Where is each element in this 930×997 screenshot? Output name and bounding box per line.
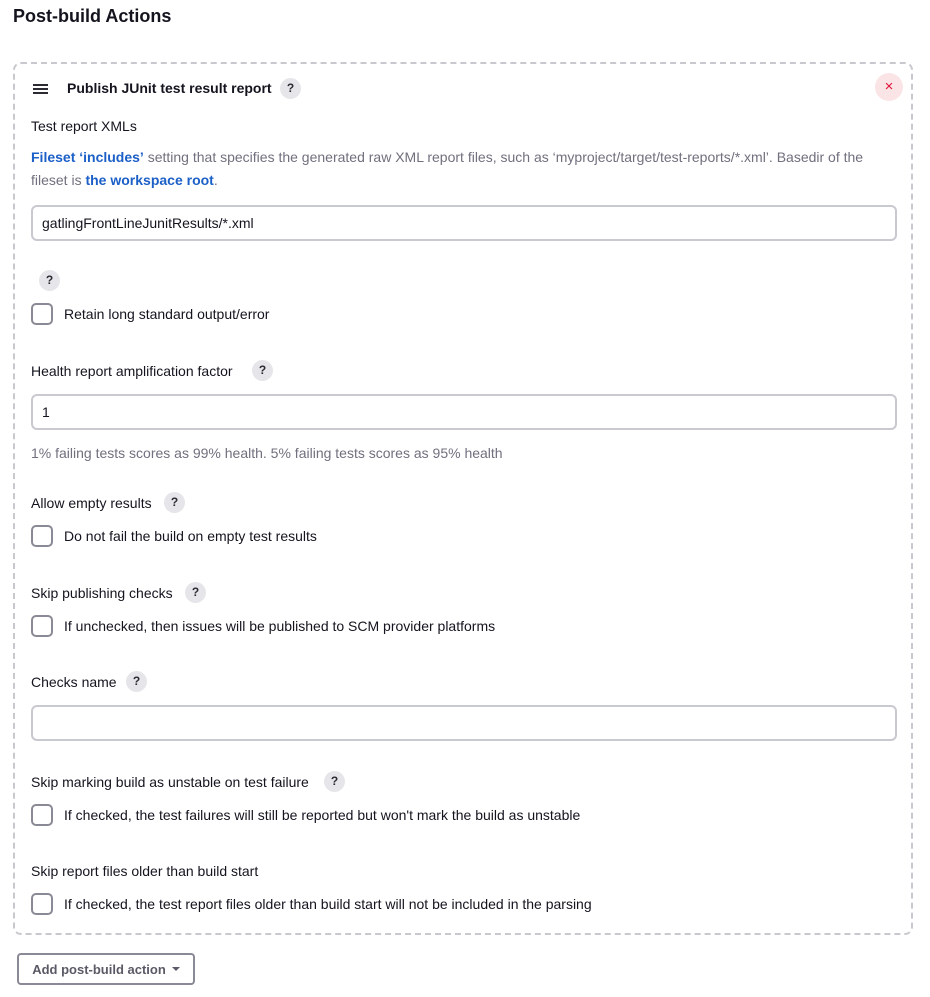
- skip-checks-label: Skip publishing checks: [31, 585, 173, 601]
- skip-unstable-checkbox[interactable]: [31, 804, 53, 826]
- help-icon[interactable]: ?: [280, 78, 301, 99]
- skip-old-files-checkbox[interactable]: [31, 893, 53, 915]
- help-icon[interactable]: ?: [164, 492, 185, 513]
- skip-old-files-label: Skip report files older than build start: [31, 863, 259, 879]
- description-text: setting that specifies the generated raw XML report files, such as ‘myproject/target/test-reports/*.xml’. Basedir of the fileset is: [31, 149, 864, 188]
- skip-old-files-checkbox-label: If checked, the test report files older than build start will not be included in the parsing: [64, 896, 592, 912]
- allow-empty-checkbox-label: Do not fail the build on empty test results: [64, 528, 317, 544]
- help-icon[interactable]: ?: [252, 360, 273, 381]
- health-factor-input[interactable]: [31, 394, 897, 430]
- junit-publisher-card: [13, 62, 913, 935]
- health-factor-label: Health report amplification factor: [31, 363, 233, 379]
- close-icon[interactable]: ×: [875, 73, 903, 101]
- workspace-root-link[interactable]: the workspace root: [85, 172, 214, 188]
- section-title: Post-build Actions: [13, 6, 172, 26]
- card-title: Publish JUnit test result report: [67, 80, 272, 96]
- skip-unstable-label: Skip marking build as unstable on test failure: [31, 774, 309, 790]
- health-factor-hint: 1% failing tests scores as 99% health. 5% failing tests scores as 95% health: [31, 445, 503, 461]
- test-report-xmls-input[interactable]: [31, 205, 897, 241]
- skip-unstable-checkbox-label: If checked, the test failures will still be reported but won't mark the build as unstable: [64, 807, 581, 823]
- test-report-xmls-label: Test report XMLs: [31, 118, 137, 134]
- fileset-includes-link[interactable]: Fileset ‘includes’: [31, 149, 144, 165]
- allow-empty-checkbox[interactable]: [31, 525, 53, 547]
- help-icon[interactable]: ?: [39, 270, 60, 291]
- checks-name-input[interactable]: [31, 705, 897, 741]
- description-text-end: .: [213, 172, 218, 188]
- skip-checks-checkbox-label: If unchecked, then issues will be published to SCM provider platforms: [64, 618, 496, 634]
- skip-checks-checkbox[interactable]: [31, 615, 53, 637]
- checks-name-label: Checks name: [31, 674, 117, 690]
- allow-empty-label: Allow empty results: [31, 495, 152, 511]
- retain-output-label: Retain long standard output/error: [64, 306, 270, 322]
- test-report-description: [31, 146, 891, 192]
- add-post-build-action-button[interactable]: [17, 953, 195, 985]
- help-icon[interactable]: ?: [185, 582, 206, 603]
- help-icon[interactable]: ?: [324, 771, 345, 792]
- chevron-down-icon: [172, 967, 180, 971]
- add-post-build-action-label: Add post-build action: [32, 961, 166, 977]
- help-icon[interactable]: ?: [126, 671, 147, 692]
- retain-output-checkbox[interactable]: [31, 303, 53, 325]
- drag-handle-icon[interactable]: [33, 84, 48, 95]
